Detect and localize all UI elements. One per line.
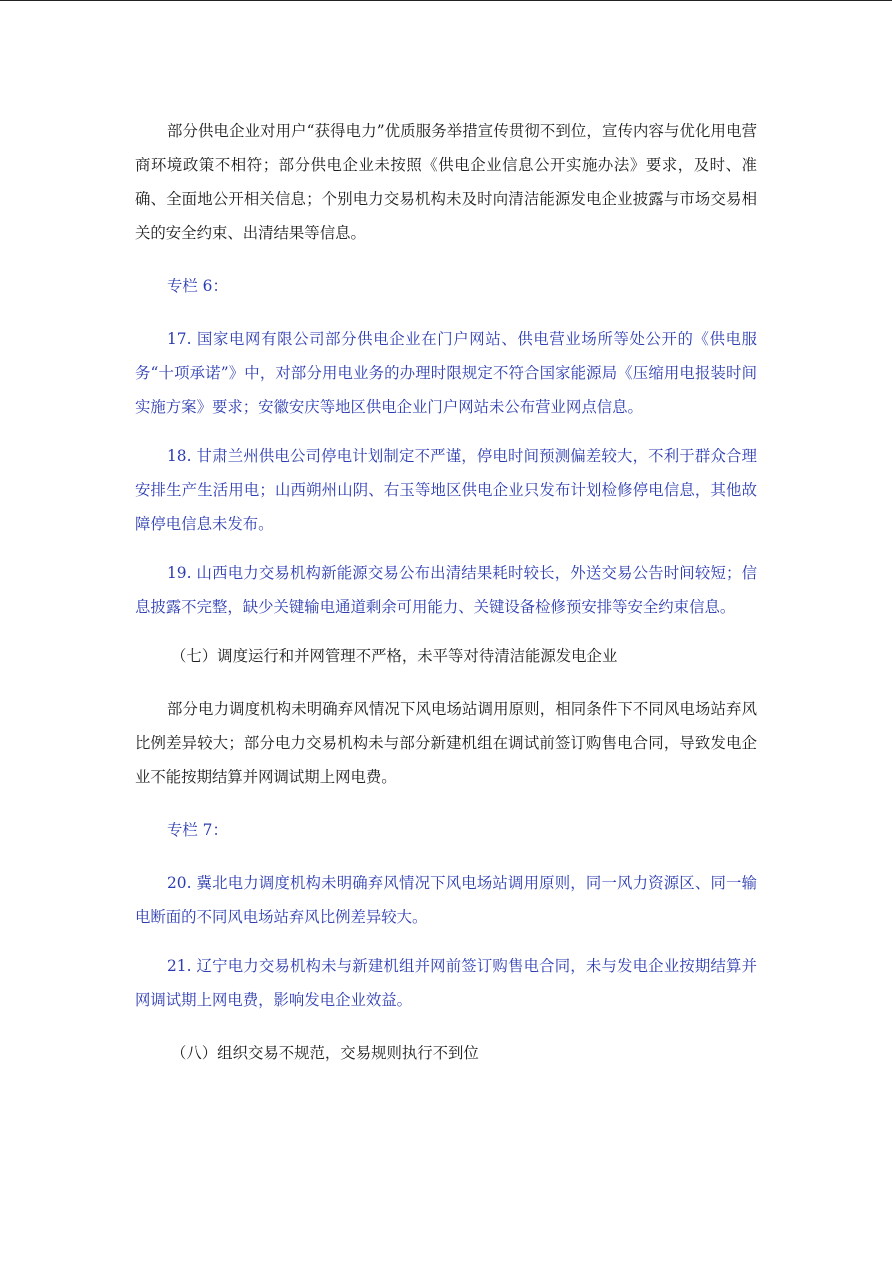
section-8-heading: （八）组织交易不规范，交易规则执行不到位: [171, 1044, 479, 1062]
case-21: 21. 辽宁电力交易机构未与新建机组并网前签订购售电合同，未与发电企业按期结算并网调试期上网电费，影响发电企业效益。: [135, 957, 757, 1009]
paragraph-info-disclosure: 部分供电企业对用户“获得电力”优质服务举措宣传贯彻不到位，宣传内容与优化用电营商环境政策不相符；部分供电企业未按照《供电企业信息公开实施办法》要求，及时、准确、全面地公开相关信息；个别电力交易机构未及时向清洁能源发电企业披露与市场交易相关的安全约束、出清结果等信息。: [135, 122, 757, 242]
section-7-heading: （七）调度运行和并网管理不严格，未平等对待清洁能源发电企业: [171, 647, 618, 665]
case-18: 18. 甘肃兰州供电公司停电计划制定不严谨，停电时间预测偏差较大，不利于群众合理安排生产生活用电；山西朔州山阴、右玉等地区供电企业只发布计划检修停电信息，其他故障停电信息未发布。: [135, 447, 757, 533]
document-body: [135, 114, 757, 1070]
case-20: 20. 冀北电力调度机构未明确弃风情况下风电场站调用原则，同一风力资源区、同一输电断面的不同风电场站弃风比例差异较大。: [135, 874, 757, 926]
column-6-label: 专栏 6：: [167, 277, 228, 295]
case-17: 17. 国家电网有限公司部分供电企业在门户网站、供电营业场所等处公开的《供电服务“十项承诺”》中，对部分用电业务的办理时限规定不符合国家能源局《压缩用电报装时间实施方案》要求；安徽安庆等地区供电企业门户网站未公布营业网点信息。: [135, 330, 757, 416]
page-top-border: [0, 0, 892, 1]
paragraph-dispatch: 部分电力调度机构未明确弃风情况下风电场站调用原则，相同条件下不同风电场站弃风比例差异较大；部分电力交易机构未与部分新建机组在调试前签订购售电合同，导致发电企业不能按期结算并网调试期上网电费。: [135, 700, 757, 786]
case-19: 19. 山西电力交易机构新能源交易公布出清结果耗时较长，外送交易公告时间较短；信息披露不完整，缺少关键输电通道剩余可用能力、关键设备检修预安排等安全约束信息。: [135, 564, 757, 616]
column-7-label: 专栏 7：: [167, 821, 228, 839]
